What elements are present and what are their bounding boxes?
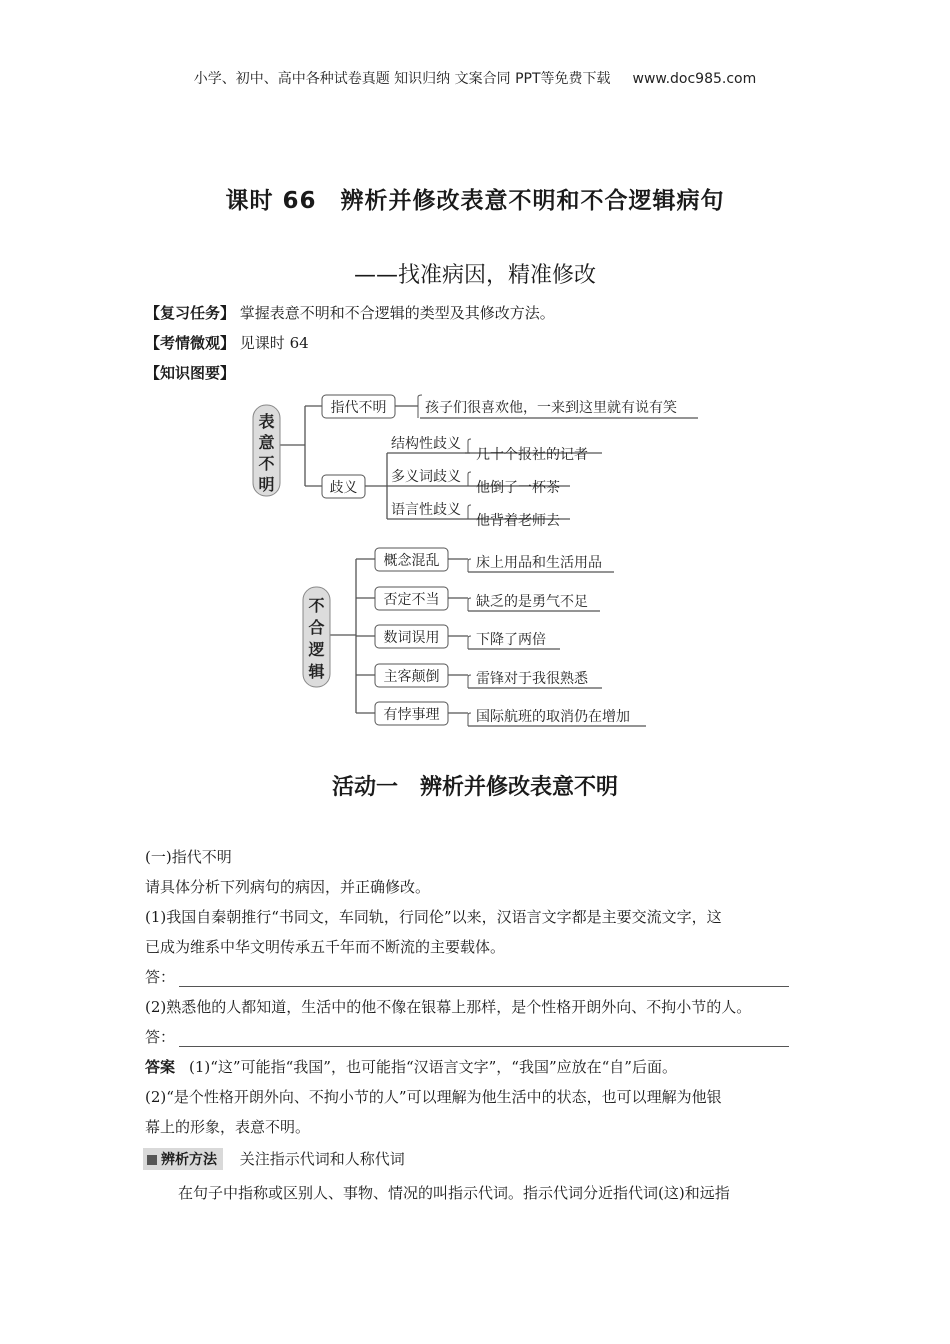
page-subtitle: ——找准病因，精准修改 [353, 263, 596, 288]
root-unclear-char: 意 [258, 433, 275, 452]
node-pronoun-unclear-label: 指代不明 [330, 400, 387, 416]
exam-text: 见课时 64 [239, 334, 309, 352]
knowledge-heading [145, 362, 235, 383]
page-header [0, 68, 950, 88]
sub-ambiguity-label: 语言性歧义 [391, 502, 461, 518]
illogical-item [375, 587, 588, 611]
illogical-item [375, 625, 546, 649]
illogical-item [375, 702, 630, 726]
illogical-item-label: 有悖事理 [383, 707, 440, 723]
illogical-item-example: 国际航班的取消仍在增加 [476, 709, 630, 725]
answer-key-1 [145, 1056, 677, 1077]
exam-tag: 【考情微观】 [145, 334, 236, 352]
page-title: 课时 66 辨析并修改表意不明和不合逻辑病句 [225, 188, 725, 214]
illogical-item-example: 雷锋对于我很熟悉 [476, 671, 588, 687]
method-label: 辨析方法 [161, 1152, 217, 1168]
illogical-item [375, 548, 602, 572]
root-unclear-char: 明 [258, 475, 275, 494]
square-icon [147, 1155, 157, 1165]
root-unclear-char: 表 [258, 412, 275, 431]
question-1-line-2: 已成为维系中华文明传承五千年而不断流的主要载体。 [145, 938, 506, 956]
method-label-box [143, 1148, 223, 1170]
header-text: 小学、初中、高中各种试卷真题 知识归纳 文案合同 PPT等免费下载 [193, 71, 611, 87]
answer-key-2-line-1: (2)“是个性格开朗外向、不拘小节的人”可以理解为他生活中的状态，也可以理解为他银 [145, 1088, 722, 1106]
illogical-item-example: 床上用品和生活用品 [476, 555, 602, 571]
sub-ambiguity-example: 几十个报社的记者 [476, 447, 588, 463]
answer-prefix: 答： [145, 1028, 176, 1046]
answer-prefix: 答： [145, 968, 176, 986]
answer-1-row [145, 966, 789, 987]
answer-2-blank[interactable] [179, 1032, 789, 1047]
illogical-item-label: 概念混乱 [383, 553, 440, 569]
answer-2-row [145, 1026, 789, 1047]
illogical-item-example: 下降了两倍 [476, 632, 546, 648]
method-title: 关注指示代词和人称代词 [239, 1150, 405, 1168]
node-ambiguity-label: 歧义 [329, 480, 358, 496]
answer-key-label: 答案 [145, 1058, 176, 1076]
section-title: 活动一 辨析并修改表意不明 [331, 775, 618, 800]
review-task [145, 302, 555, 323]
review-tag: 【复习任务】 [145, 304, 236, 322]
method-heading [143, 1148, 405, 1170]
sub-ambiguity-example: 他倒了一杯茶 [476, 480, 560, 496]
illogical-item-label: 数词误用 [383, 630, 440, 646]
illogical-item-label: 否定不当 [383, 592, 440, 608]
answer-key-2-line-2: 幕上的形象，表意不明。 [145, 1118, 311, 1136]
illogical-item-example: 缺乏的是勇气不足 [476, 594, 588, 610]
sub-ambiguity-example: 他背着老师去 [476, 513, 560, 529]
answer-1-blank[interactable] [179, 972, 789, 987]
question-1-line-1: (1)我国自秦朝推行“书同文，车同轨，行同伦”以来，汉语言文字都是主要交流文字，这 [145, 908, 722, 926]
method-text: 在句子中指称或区别人、事物、情况的叫指示代词。指示代词分近指代词(这)和远指 [178, 1184, 730, 1202]
sub-ambiguity-label: 多义词歧义 [391, 469, 461, 485]
node-pronoun-example: 孩子们很喜欢他，一来到这里就有说有笑 [425, 400, 677, 416]
root-illogical-char: 辑 [308, 662, 325, 681]
knowledge-tag: 【知识图要】 [145, 364, 236, 382]
root-unclear-char: 不 [258, 454, 275, 473]
mind-map [0, 385, 950, 735]
root-illogical-char: 合 [308, 618, 325, 637]
sub-ambiguity-label: 结构性歧义 [391, 436, 461, 452]
root-illogical-char: 不 [308, 596, 325, 615]
illogical-item [375, 664, 589, 688]
header-site[interactable]: www.doc985.com [632, 71, 757, 87]
illogical-item-label: 主客颠倒 [383, 669, 440, 685]
question-2: (2)熟悉他的人都知道，生活中的他不像在银幕上那样，是个性格开朗外向、不拘小节的人。 [145, 998, 752, 1016]
review-text: 掌握表意不明和不合逻辑的类型及其修改方法。 [239, 304, 555, 322]
instruction: 请具体分析下列病句的病因，并正确修改。 [145, 878, 431, 896]
root-illogical-char: 逻 [308, 640, 325, 659]
answer-key-1-text: (1)“这”可能指“我国”，也可能指“汉语言文字”，“我国”应放在“自”后面。 [189, 1058, 677, 1076]
exam-info [145, 332, 309, 353]
section-part: (一)指代不明 [145, 848, 232, 866]
